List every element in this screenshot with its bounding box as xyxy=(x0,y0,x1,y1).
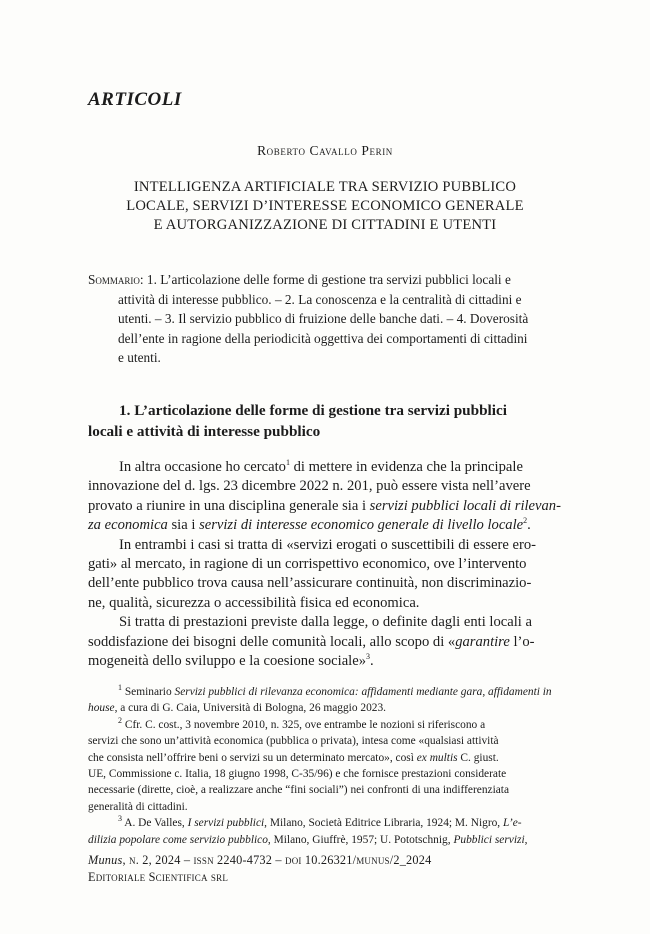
summary xyxy=(88,270,558,368)
journal-citation: Munus, n. 2, 2024 – issn 2240-4732 – doi 10.26321/munus/2_2024 xyxy=(88,853,432,867)
footnote-ref: 2 xyxy=(523,516,528,526)
footnote-ref: 3 xyxy=(366,652,371,662)
title-line: LOCALE, SERVIZI D’INTERESSE ECONOMICO GENERALE xyxy=(126,198,524,214)
title-line: INTELLIGENZA ARTIFICIALE TRA SERVIZIO PUBBLICO xyxy=(133,179,517,195)
footnote-1: $^1$ Seminario Servizi pubblici di rilevanza economica: affidamenti mediante gara, affidamenti in xyxy=(118,683,552,698)
body-text xyxy=(88,458,562,671)
author-name: Roberto Cavallo Perin xyxy=(257,143,393,158)
summary-line: e utenti. xyxy=(118,350,161,366)
footnote-2: $^2$ Cfr. C. cost., 3 novembre 2010, n. 325, ove entrambe le nozioni si riferiscono a xyxy=(118,716,486,731)
section-heading: 1. L’articolazione delle forme di gestione tra servizi pubblici locali e attività di interesse pubblico xyxy=(88,402,507,440)
footnote-3: $^3$ A. De Valles, I servizi pubblici, Milano, Società Editrice Libraria, 1924; M. Nigro, L’e- xyxy=(118,814,522,830)
footnote-ref: 1 xyxy=(285,458,290,468)
publisher: Editoriale Scientifica srl xyxy=(88,870,229,884)
summary-line: Sommario: 1. L’articolazione delle forme di gestione tra servizi pubblici locali e xyxy=(88,272,511,287)
summary-line: dell’ente in ragione della periodicità oggettiva dei comportamenti di cittadini xyxy=(118,330,528,346)
section-label: ARTICOLI xyxy=(88,89,182,110)
footnotes: $^1$ Seminario Servizi pubblici di rilevanza economica: affidamenti mediante gara, affidamenti in house, a cura di G. Caia, Università di Bologna, 26 maggio 2023. $^2$ Cfr. C. cost., 3 novembre 2010, n. 325, ove entrambe le nozioni si riferiscono a servizi che sono un’attività economica (pubblica o privata), intesa come «qualsiasi attività che consista nell’offrire beni o servizi su un determinato mercato», così ex multis C. giust. UE, Commissione c. Italia, 18 giugno 1998, C-35/96) e che fornisce prestazioni considerate necessarie (dirette, cioè, a realizzare anche “fini sociali”) nei confronti di una indifferenziata generalità di cittadini. $^3$ A. De Valles, I servizi pubblici, Milano, Società Editrice Libraria, 1924; M. Nigro, L’e- dilizia popolare come servizio pubblico, Milano, Giuffrè, 1957; U. Pototschnig, Pubblici servizi, xyxy=(88,684,562,848)
title-line: E AUTORGANIZZAZIONE DI CITTADINI E UTENTI xyxy=(153,217,497,233)
paragraph: In altra occasione ho cercato$^1$ di mettere in evidenza che la principale innovazione del d. lgs. 23 dicembre 2022 n. 201, può essere vista nell’avere provato a riunire in una disciplina generale sia i servizi pubblici locali di rilevan- za economica sia i servizi di interesse economico generale di livello locale$^2$. xyxy=(88,458,561,534)
summary-line: utenti. – 3. Il servizio pubblico di fruizione delle banche dati. – 4. Doverosità xyxy=(118,311,529,327)
page-footer xyxy=(88,852,431,886)
article-title xyxy=(88,178,562,235)
summary-lead: Sommario xyxy=(88,272,140,287)
summary-line: attività di interesse pubblico. – 2. La conoscenza e la centralità di cittadini e xyxy=(118,291,522,307)
paragraph: In entrambi i casi si tratta di «servizi erogati o suscettibili di essere ero- gati» al mercato, in ragione di un corrispettivo economico, ove l’intervento dell’ente pubblico trova causa nell’assicurare continuità, non discriminazio- ne, qualità, sicurezza o accessibilità fisica ed economica. xyxy=(88,536,537,611)
paragraph: Si tratta di prestazioni previste dalla legge, o definite dagli enti locali a soddisfazione dei bisogni delle comunità locali, allo scopo di «garantire l’o- mogeneità dello sviluppo e la coesione sociale»$^3$. xyxy=(88,614,535,670)
